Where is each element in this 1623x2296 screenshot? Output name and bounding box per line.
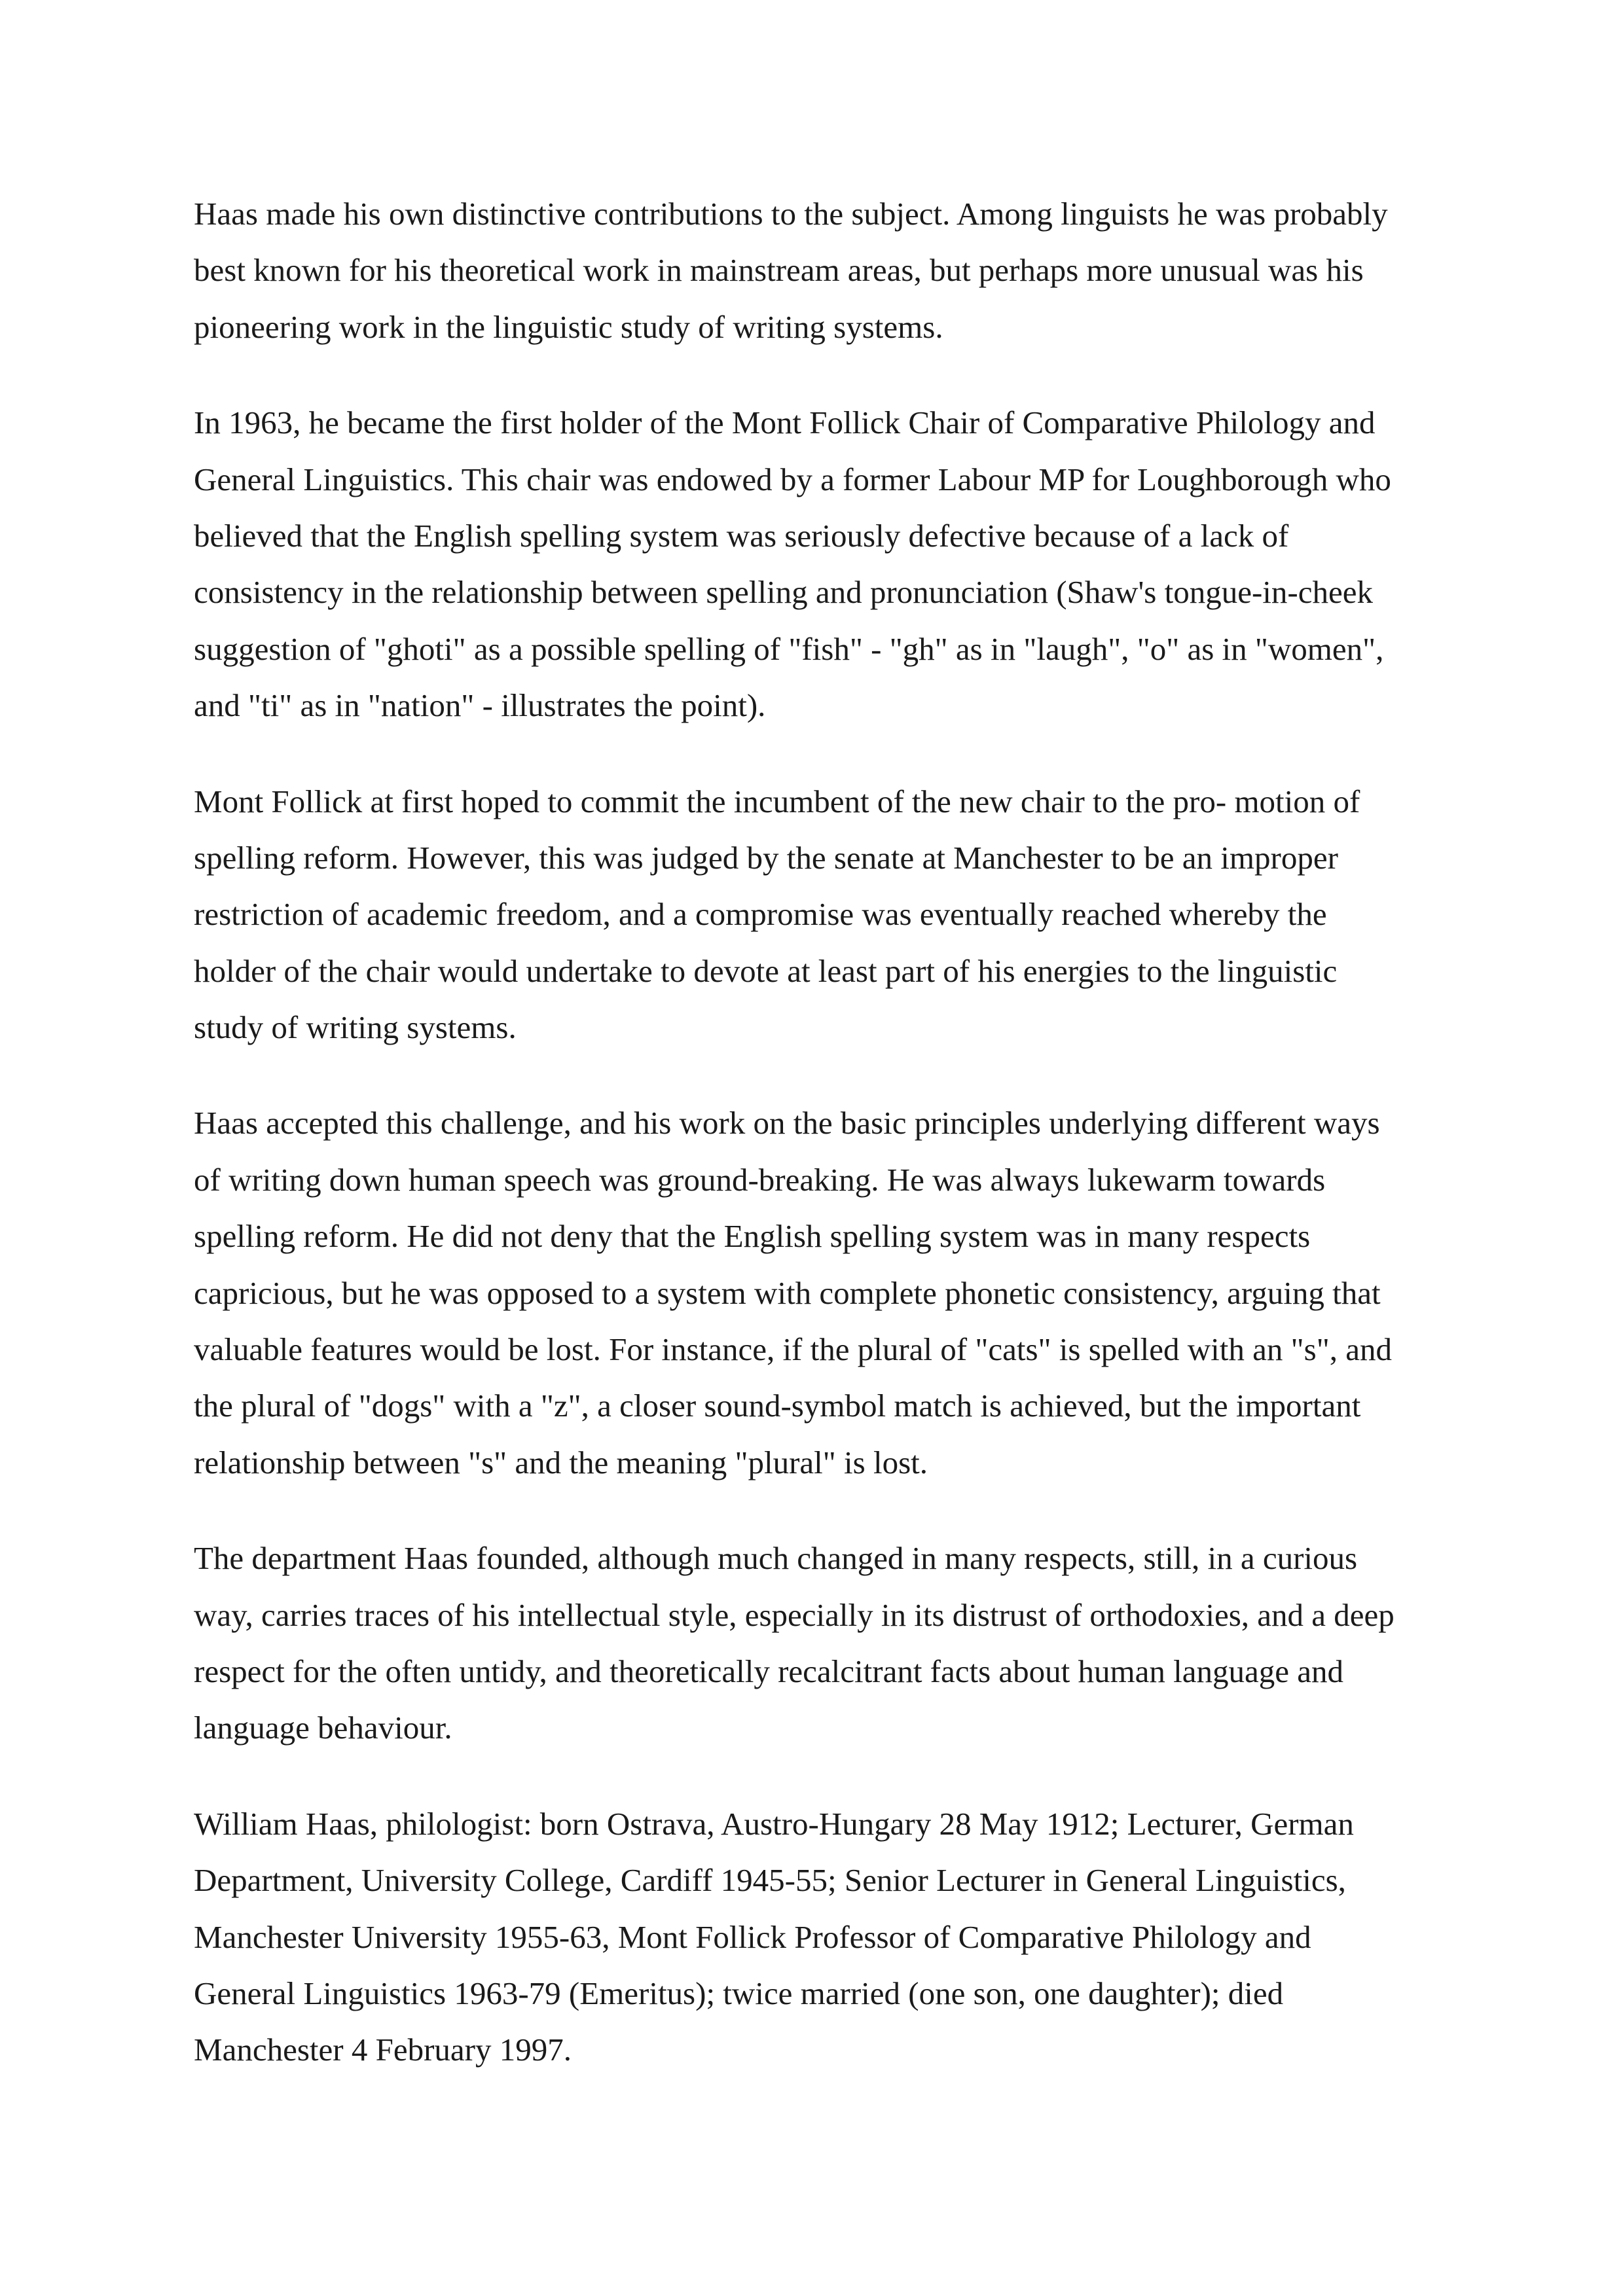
paragraph-writing-systems-work [194,1095,1438,1491]
text-line: restriction of academic freedom, and a compromise was eventually reached whereby the [194,896,1327,933]
paragraph-mont-follick-chair [194,395,1438,734]
paragraph-spelling-reform [194,774,1438,1056]
document-body [194,186,1438,2079]
text-line: Manchester 4 February 1997. [194,2032,572,2068]
text-line: Haas made his own distinctive contributions to the subject. Among linguists he was probably [194,196,1388,232]
paragraph-spacer [194,1491,1438,1530]
text-line: relationship between "s" and the meaning "plural" is lost. [194,1444,928,1480]
text-line: spelling reform. However, this was judged by the senate at Manchester to be an improper [194,839,1338,876]
text-line: the plural of "dogs" with a "z", a closer sound-symbol match is achieved, but the important [194,1388,1361,1424]
text-line: study of writing systems. [194,1009,517,1046]
text-line: Haas accepted this challenge, and his work on the basic principles underlying different ways [194,1105,1380,1141]
text-line: Mont Follick at first hoped to commit the incumbent of the new chair to the pro- motion of [194,783,1360,819]
text-line: suggestion of "ghoti" as a possible spelling of "fish" - "gh" as in "laugh", "o" as in "women", [194,630,1384,667]
text-line: best known for his theoretical work in mainstream areas, but perhaps more unusual was his [194,252,1364,289]
text-line: way, carries traces of his intellectual style, especially in its distrust of orthodoxies, and a deep [194,1596,1395,1633]
paragraph-spacer [194,355,1438,395]
paragraph-department-legacy [194,1530,1438,1757]
paragraph-biographical-summary [194,1796,1438,2079]
text-line: William Haas, philologist: born Ostrava, Austro-Hungary 28 May 1912; Lecturer, German [194,1805,1354,1842]
text-line: of writing down human speech was ground-breaking. He was always lukewarm towards [194,1161,1326,1198]
text-line: capricious, but he was opposed to a system with complete phonetic consistency, arguing that [194,1274,1381,1311]
text-line: language behaviour. [194,1710,452,1746]
text-line: holder of the chair would undertake to devote at least part of his energies to the linguistic [194,952,1338,989]
text-line: pioneering work in the linguistic study of writing systems. [194,308,943,345]
text-line: valuable features would be lost. For instance, if the plural of "cats" is spelled with an "s", and [194,1331,1392,1368]
text-line: General Linguistics 1963-79 (Emeritus); twice married (one son, one daughter); died [194,1975,1284,2011]
paragraph-spacer [194,734,1438,774]
text-line: consistency in the relationship between spelling and pronunciation (Shaw's tongue-in-cheek [194,574,1373,611]
text-line: Department, University College, Cardiff 1945-55; Senior Lecturer in General Linguistics, [194,1862,1346,1899]
text-line: spelling reform. He did not deny that the English spelling system was in many respects [194,1218,1311,1255]
text-line: believed that the English spelling system was seriously defective because of a lack of [194,517,1289,554]
text-line: General Linguistics. This chair was endowed by a former Labour MP for Loughborough who [194,461,1391,497]
paragraph-spacer [194,1056,1438,1095]
text-line: and "ti" as in "nation" - illustrates the point). [194,687,766,724]
text-line: The department Haas founded, although much changed in many respects, still, in a curious [194,1540,1358,1577]
paragraph-contributions [194,186,1438,355]
paragraph-spacer [194,1757,1438,1796]
text-line: Manchester University 1955-63, Mont Follick Professor of Comparative Philology and [194,1918,1311,1955]
text-line: In 1963, he became the first holder of the Mont Follick Chair of Comparative Philology and [194,404,1376,441]
text-line: respect for the often untidy, and theoretically recalcitrant facts about human language and [194,1653,1344,1689]
